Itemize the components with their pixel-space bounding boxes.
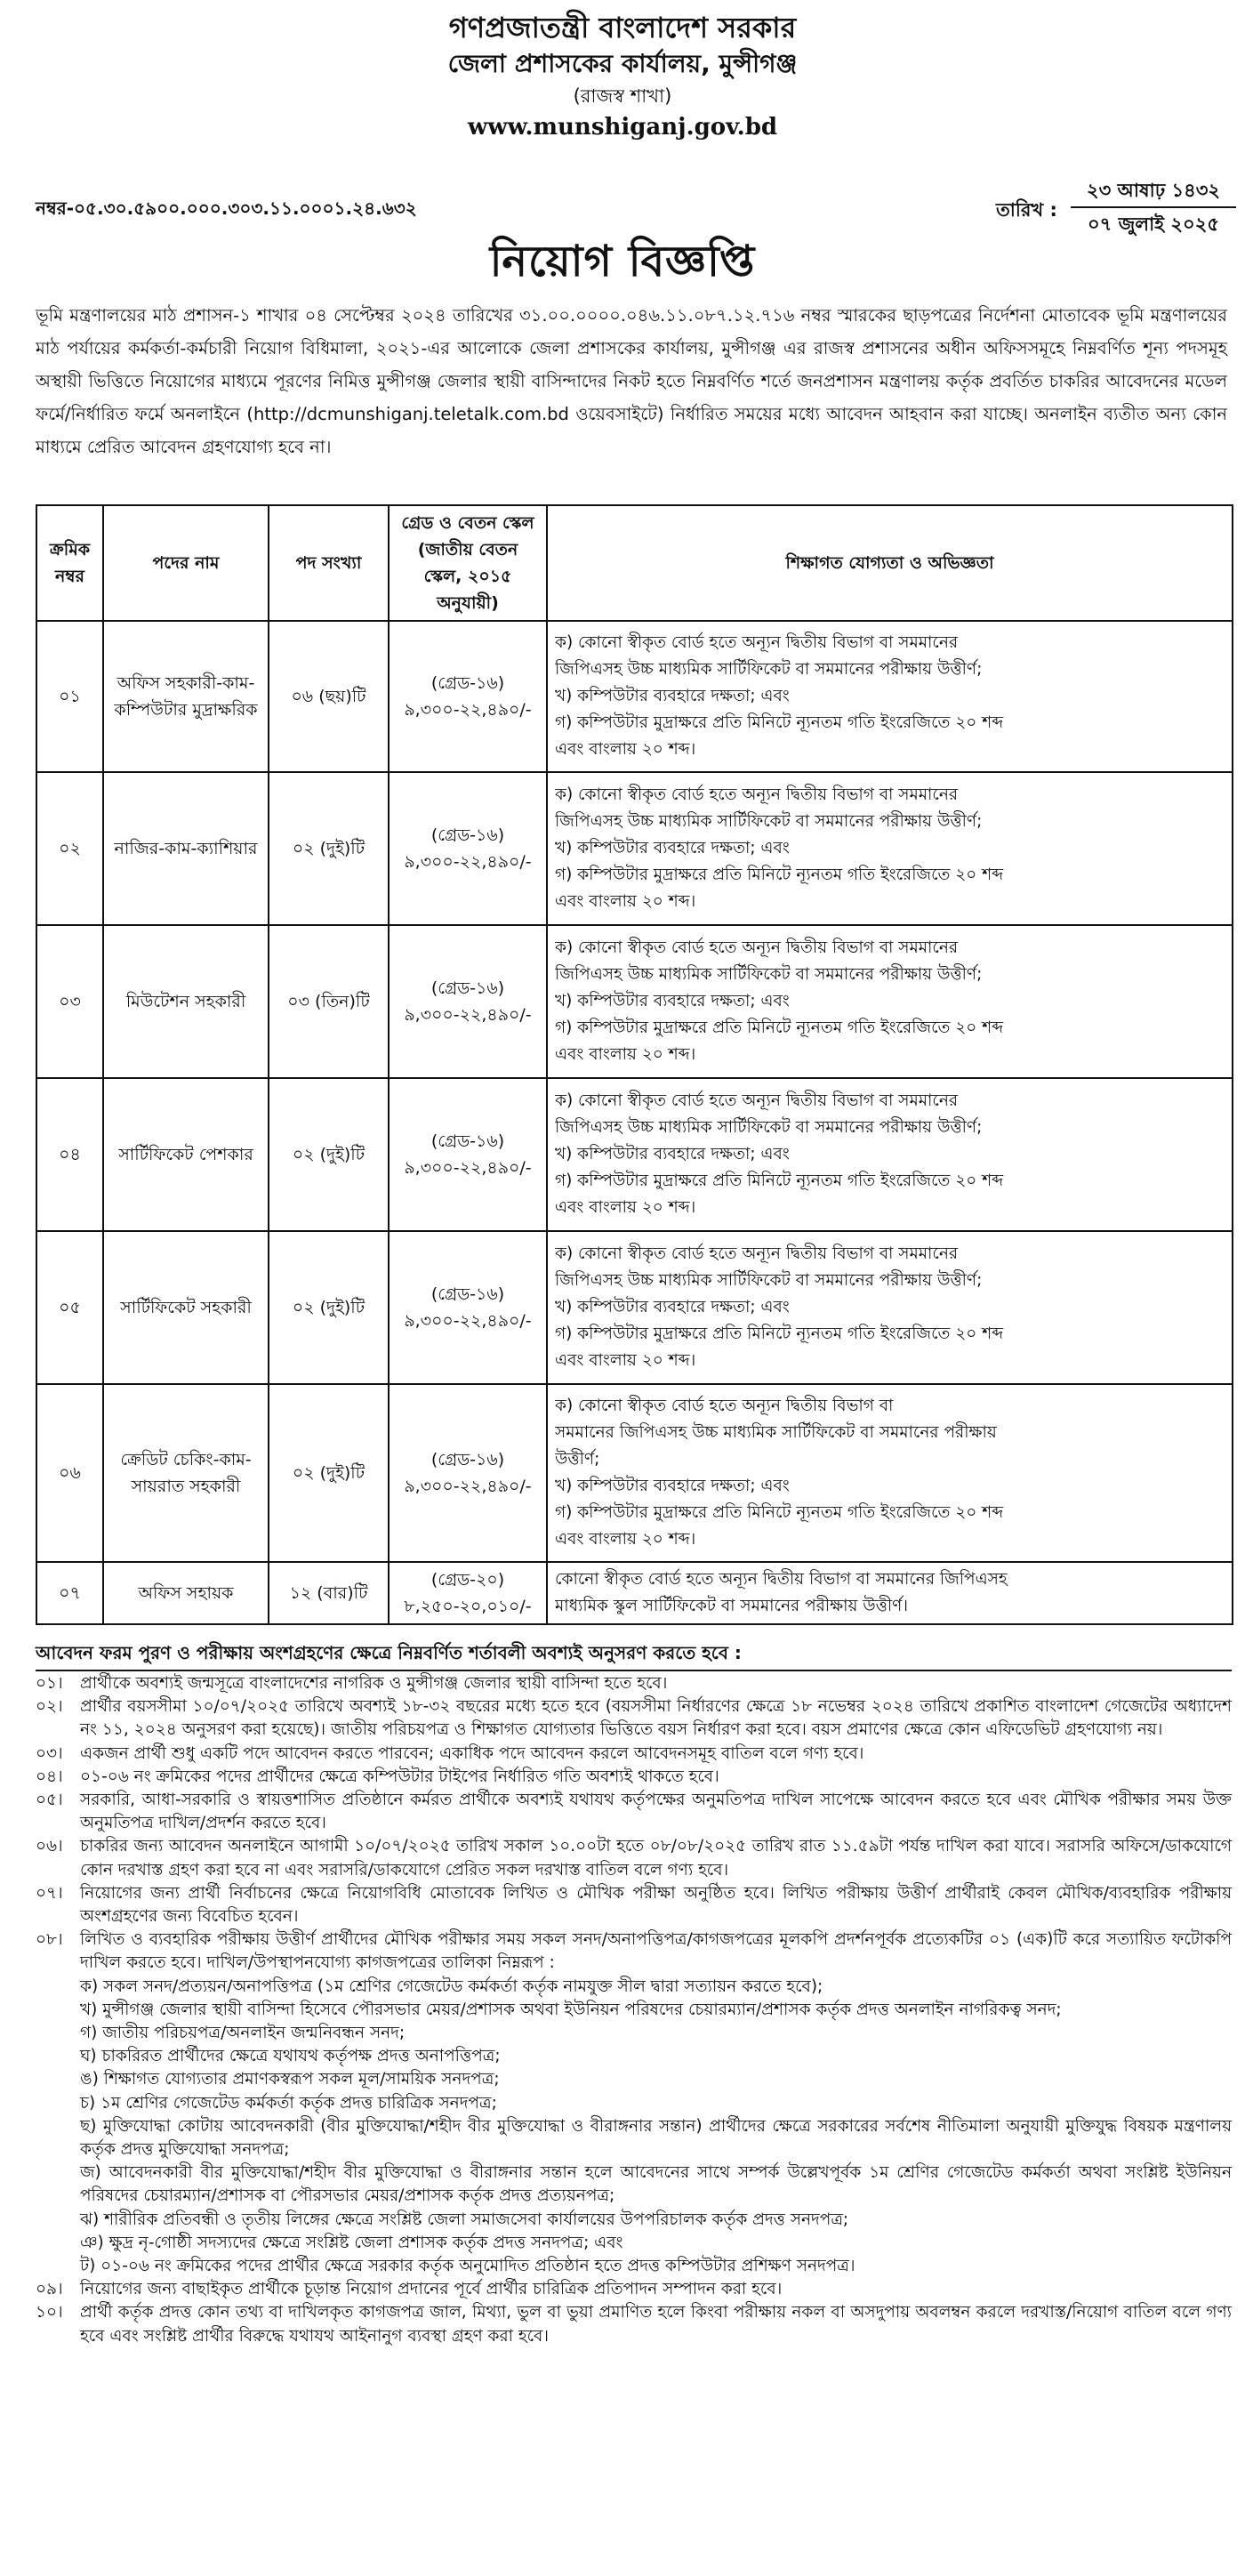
condition-line: খ) মুন্সীগঞ্জ জেলার স্থায়ী বাসিন্দা হিসেবে পৌরসভার মেয়র/প্রশাসক অথবা ইউনিয়ন পরিষদের চেয়ারম্যান/প্রশাসক কর্তৃক প্রদত্ত অনলাইন নাগরিকত্ব সনদ; — [80, 2000, 1062, 2019]
cell-post: অফিস সহকারী-কাম-কম্পিউটার মুদ্রাক্ষরিক — [103, 621, 269, 772]
cell-grade — [389, 1078, 547, 1231]
condition-line: ট) ০১-০৬ নং ক্রমিকের পদের প্রার্থীর ক্ষেত্রে সরকার কর্তৃক অনুমোদিত প্রতিষ্ঠান হতে প্রদত্ত কম্পিউটার প্রশিক্ষণ সনদপত্র। — [80, 2257, 855, 2276]
condition-number: ০৯। — [36, 2280, 63, 2299]
cell-grade — [389, 925, 547, 1078]
condition-line: চাকরির জন্য আবেদন অনলাইনে আগামী ১০/০৭/২০২৫ তারিখ সকাল ১০.০০টা হতে ০৮/০৮/২০২৫ তারিখ রাত ১১.৫৯টা পর্যন্ত দাখিল করা যাবে। সরাসরি অফিসে/ডাকযোগে কোন দরখাস্ত গ্রহণ করা হবে না এবং সরাসরি/ডাকযোগে প্রেরিত সকল দরখাস্ত বাতিল বলে গণ্য হবে। — [80, 1837, 1232, 1880]
header-serial: ক্রমিক নম্বর — [36, 505, 103, 621]
cell-post: নাজির-কাম-ক্যাশিয়ার — [103, 772, 269, 925]
condition-number: ০১। — [36, 1674, 63, 1693]
condition-line: ছ) মুক্তিযোদ্ধা কোটায় আবেদনকারী (বীর মুক্তিযোদ্ধা/শহীদ বীর মুক্তিযোদ্ধা ও বীরাঙ্গনার সন্তান) প্রার্থীদের ক্ষেত্রে সরকারের সর্বশেষ নীতিমালা অনুযায়ী মুক্তিযুদ্ধ বিষয়ক মন্ত্রণালয় কর্তৃক প্রদত্ত মুক্তিযোদ্ধা সনদপত্র; — [80, 2116, 1232, 2160]
qualification-line: এবং বাংলায় ২০ শব্দ। — [555, 1351, 696, 1370]
pay-scale: ৯,৩০০-২২,৪৯০/- — [404, 1158, 532, 1178]
date-label: তারিখ : — [996, 199, 1057, 221]
govt-name: গণপ্রজাতন্ত্রী বাংলাদেশ সরকার — [448, 11, 797, 44]
qualification-line: ক) কোনো স্বীকৃত বোর্ড হতে অন্যূন দ্বিতীয় বিভাগ বা — [555, 1397, 894, 1415]
table-row — [36, 1562, 1233, 1624]
cell-count: ০৩ (তিন)টি — [269, 925, 389, 1078]
conditions-list — [36, 1672, 1232, 2348]
cell-serial: ০১ — [36, 621, 103, 772]
qualification-line: মাধ্যমিক স্কুল সার্টিফিকেট বা সমমানের পরীক্ষায় উত্তীর্ণ। — [555, 1597, 908, 1615]
condition-text — [80, 1743, 1232, 1766]
qualification-line: এবং বাংলায় ২০ শব্দ। — [555, 1198, 696, 1217]
qualification-line: খ) কম্পিউটার ব্যবহারে দক্ষতা; এবং — [555, 1477, 790, 1495]
condition-line: ০১-০৬ নং ক্রমিকের পদের প্রার্থীদের ক্ষেত্রে কম্পিউটার টাইপের নির্ধারিত গতি অবশ্যই থাকতে হবে। — [80, 1767, 719, 1786]
cell-qualification — [547, 772, 1233, 925]
cell-grade — [389, 1562, 547, 1624]
qualification-line: ক) কোনো স্বীকৃত বোর্ড হতে অন্যূন দ্বিতীয় বিভাগ বা সমমানের — [555, 785, 959, 804]
grade-label: (গ্রেড-১৬) — [430, 1450, 505, 1469]
condition-number: ০২। — [36, 1697, 63, 1717]
condition-line: প্রার্থীকে অবশ্যই জন্মসূত্রে বাংলাদেশের নাগরিক ও মুন্সীগঞ্জ জেলার স্থায়ী বাসিন্দা হতে হবে। — [80, 1674, 668, 1693]
condition-item — [36, 2278, 1232, 2301]
condition-line: নিয়োগের জন্য বাছাইকৃত প্রার্থীকে চূড়ান্ত নিয়োগ প্রদানের পূর্বে প্রার্থীর চারিত্রিক প্রতিপাদন সম্পাদন করা হবে। — [80, 2280, 783, 2299]
cell-count: ০৬ (ছয়)টি — [269, 621, 389, 772]
condition-line: গ) জাতীয় পরিচয়পত্র/অনলাইন জন্মনিবন্ধন সনদ; — [80, 2024, 406, 2043]
website: www.munshiganj.gov.bd — [467, 114, 778, 141]
condition-line: লিখিত ও ব্যবহারিক পরীক্ষায় উত্তীর্ণ প্রার্থীদের মৌখিক পরীক্ষার সময় সকল সনদ/অনাপত্তিপত্র/কাগজপত্রের মূলকপি প্রদর্শনপূর্বক প্রত্যেকটির ০১ (এক)টি করে সত্যায়িত ফটোকপি দাখিল করতে হবে। দাখিল/উপস্থাপনযোগ্য কাগজপত্রের তালিকা নিম্নরূপ : — [80, 1930, 1232, 1973]
grade-label: (গ্রেড-১৬) — [430, 825, 505, 845]
branch-name: (রাজস্ব শাখা) — [573, 85, 672, 107]
table-row — [36, 1384, 1233, 1562]
grade-label: (গ্রেড-১৬) — [430, 673, 505, 693]
condition-text — [80, 2278, 1232, 2301]
qualification-line: খ) কম্পিউটার ব্যবহারে দক্ষতা; এবং — [555, 992, 790, 1010]
condition-text — [80, 1928, 1232, 2278]
conditions-heading: আবেদন ফরম পুরণ ও পরীক্ষায় অংশগ্রহণের ক্ষেত্রে নিম্নবর্ণিত শর্তাবলী অবশ্যই অনুসরণ করতে হবে : — [36, 1640, 1232, 1671]
condition-text — [80, 1672, 1232, 1695]
cell-grade — [389, 1231, 547, 1384]
cell-serial: ০৭ — [36, 1562, 103, 1624]
condition-line: সরকারি, আধা-সরকারি ও স্বায়ত্তশাসিত প্রতিষ্ঠানে কর্মরত প্রার্থীকে অবশ্যই যথাযথ কর্তৃপক্ষের অনুমতিপত্র দাখিল সাপেক্ষে আবেদন করতে হবে এবং মৌখিক পরীক্ষার সময় উক্ত অনুমতিপত্র দাখিল/প্রদর্শন করতে হবে। — [80, 1791, 1232, 1833]
cell-serial: ০২ — [36, 772, 103, 925]
qualification-line: গ) কম্পিউটার মুদ্রাক্ষরে প্রতি মিনিটে ন্যূনতম গতি ইংরেজিতে ২০ শব্দ — [555, 1018, 1004, 1037]
qualification-line: এবং বাংলায় ২০ শব্দ। — [555, 1045, 696, 1064]
cell-serial: ০৩ — [36, 925, 103, 1078]
cell-count: ০২ (দুই)টি — [269, 1384, 389, 1562]
qualification-line: জিপিএসহ উচ্চ মাধ্যমিক সার্টিফিকেট বা সমমানের পরীক্ষায় উত্তীর্ণ; — [555, 660, 983, 679]
qualification-line: ক) কোনো স্বীকৃত বোর্ড হতে অন্যূন দ্বিতীয় বিভাগ বা সমমানের — [555, 633, 959, 652]
cell-qualification — [547, 621, 1233, 772]
header-qualification: শিক্ষাগত যোগ্যতা ও অভিজ্ঞতা — [547, 505, 1233, 621]
table-row — [36, 925, 1233, 1078]
cell-post: সার্টিফিকেট পেশকার — [103, 1078, 269, 1231]
cell-serial: ০৬ — [36, 1384, 103, 1562]
date-bangla: ২৩ আষাঢ় ১৪৩২ — [1071, 174, 1236, 208]
condition-line: নিয়োগের জন্য প্রার্থী নির্বাচনের ক্ষেত্রে নিয়োগবিধি মোতাবেক লিখিত ও মৌখিক পরীক্ষা অনুষ্ঠিত হবে। লিখিত পরীক্ষায় উত্তীর্ণ প্রার্থীরাই কেবল মৌখিক/ব্যবহারিক পরীক্ষায় অংশগ্রহণের জন্য বিবেচিত হবেন। — [80, 1883, 1232, 1927]
condition-text — [80, 1835, 1232, 1881]
pay-scale: ৯,৩০০-২২,৪৯০/- — [404, 852, 532, 872]
cell-qualification — [547, 1384, 1233, 1562]
grade-label: (গ্রেড-২০) — [430, 1570, 505, 1590]
condition-line: ঞ) ক্ষুদ্র নৃ-গোষ্ঠী সদস্যদের ক্ষেত্রে সংশ্লিষ্ট জেলা প্রশাসক কর্তৃক প্রদত্ত সনদপত্র; এবং — [80, 2233, 623, 2252]
condition-line: প্রার্থী কর্তৃক প্রদত্ত কোন তথ্য বা দাখিলকৃত কাগজপত্র জাল, মিথ্যা, ভুল বা ভুয়া প্রমাণিত হলে কিংবা পরীক্ষায় নকল বা অসদুপায় অবলম্বন করলে দরখাস্ত/নিয়োগ বাতিল বলে গণ্য হবে এবং সংশ্লিষ্ট প্রার্থীর বিরুদ্ধে যথাযথ আইনানুগ ব্যবস্থা গ্রহণ করা হবে। — [80, 2303, 1232, 2346]
cell-post: ক্রেডিট চেকিং-কাম-সায়রাত সহকারী — [103, 1384, 269, 1562]
date-english: ০৭ জুলাই ২০২৫ — [1088, 213, 1219, 235]
qualification-line: উত্তীর্ণ; — [555, 1450, 600, 1469]
condition-number: ১০। — [36, 2303, 63, 2322]
qualification-line: জিপিএসহ উচ্চ মাধ্যমিক সার্টিফিকেট বা সমমানের পরীক্ষায় উত্তীর্ণ; — [555, 965, 983, 984]
cell-qualification — [547, 925, 1233, 1078]
condition-item — [36, 1672, 1232, 1695]
condition-text — [80, 2301, 1232, 2347]
cell-count: ০২ (দুই)টি — [269, 1231, 389, 1384]
cell-grade — [389, 772, 547, 925]
qualification-line: ক) কোনো স্বীকৃত বোর্ড হতে অন্যূন দ্বিতীয় বিভাগ বা সমমানের — [555, 938, 959, 957]
cell-count: ১২ (বার)টি — [269, 1562, 389, 1624]
condition-item — [36, 1835, 1232, 1881]
qualification-line: খ) কম্পিউটার ব্যবহারে দক্ষতা; এবং — [555, 1145, 790, 1163]
condition-line: জ) আবেদনকারী বীর মুক্তিযোদ্ধা/শহীদ বীর মুক্তিযোদ্ধা ও বীরাঙ্গনার সন্তান হলে আবেদনের সাথে সম্পর্ক উল্লেখপূর্বক ১ম শ্রেণির গেজেটেড কর্মকর্তা অথবা সংশ্লিষ্ট ইউনিয়ন পরিষদের চেয়ারম্যান/প্রশাসক বা পৌরসভার মেয়র/প্রশাসক কর্তৃক প্রদত্ত প্রত্যয়নপত্র; — [80, 2163, 1232, 2206]
condition-line: ঙ) শিক্ষাগত যোগ্যতার প্রমাণকস্বরূপ সকল মূল/সাময়িক সনদপত্র; — [80, 2070, 500, 2089]
qualification-line: ক) কোনো স্বীকৃত বোর্ড হতে অন্যূন দ্বিতীয় বিভাগ বা সমমানের — [555, 1244, 959, 1263]
qualification-line: ক) কোনো স্বীকৃত বোর্ড হতে অন্যূন দ্বিতীয় বিভাগ বা সমমানের — [555, 1091, 959, 1110]
grade-label: (গ্রেড-১৬) — [430, 1131, 505, 1151]
pay-scale: ৯,৩০০-২২,৪৯০/- — [404, 1477, 532, 1496]
qualification-line: গ) কম্পিউটার মুদ্রাক্ষরে প্রতি মিনিটে ন্যূনতম গতি ইংরেজিতে ২০ শব্দ — [555, 713, 1004, 732]
condition-item — [36, 1766, 1232, 1789]
cell-grade — [389, 1384, 547, 1562]
condition-number: ০৫। — [36, 1791, 63, 1810]
qualification-line: এবং বাংলায় ২০ শব্দ। — [555, 1530, 696, 1549]
condition-number: ০৪। — [36, 1767, 63, 1786]
condition-line: ঘ) চাকরিরত প্রার্থীদের ক্ষেত্রে যথাযথ কর্তৃপক্ষ প্রদত্ত অনাপত্তিপত্র; — [80, 2047, 501, 2066]
condition-text — [80, 1766, 1232, 1789]
qualification-line: গ) কম্পিউটার মুদ্রাক্ষরে প্রতি মিনিটে ন্যূনতম গতি ইংরেজিতে ২০ শব্দ — [555, 1324, 1004, 1343]
grade-label: (গ্রেড-১৬) — [430, 978, 505, 998]
condition-item — [36, 1928, 1232, 2278]
condition-line: প্রার্থীর বয়সসীমা ১০/০৭/২০২৫ তারিখে অবশ্যই ১৮-৩২ বছরের মধ্যে হতে হবে (বয়সসীমা নির্ধারণের ক্ষেত্রে ১৮ নভেম্বর ২০২৪ তারিখে প্রকাশিত বাংলাদেশ গেজেটের অধ্যাদেশ নং ১১, ২০২৪ অনুসরণ করা হয়েছে)। জাতীয় পরিচয়পত্র ও শিক্ষাগত যোগ্যতার ভিত্তিতে বয়স নির্ধারণ করা হবে। বয়স প্রমাণের ক্ষেত্রে কোন এফিডেভিট গ্রহণযোগ্য নয়। — [80, 1697, 1232, 1740]
condition-item — [36, 1695, 1232, 1742]
qualification-line: এবং বাংলায় ২০ শব্দ। — [555, 740, 696, 759]
table-row — [36, 772, 1233, 925]
office-name: জেলা প্রশাসকের কার্যালয়, মুন্সীগঞ্জ — [447, 49, 798, 78]
cell-count: ০২ (দুই)টি — [269, 772, 389, 925]
condition-line: ঝ) শারীরিক প্রতিবন্ধী ও তৃতীয় লিঙ্গের ক্ষেত্রে সংশ্লিষ্ট জেলা সমাজসেবা কার্যালয়ের উপপরিচালক কর্তৃক প্রদত্ত সনদপত্র; — [80, 2210, 849, 2229]
qualification-line: গ) কম্পিউটার মুদ্রাক্ষরে প্রতি মিনিটে ন্যূনতম গতি ইংরেজিতে ২০ শব্দ — [555, 865, 1004, 884]
qualification-line: সমমানের জিপিএসহ উচ্চ মাধ্যমিক সার্টিফিকেট বা সমমানের পরীক্ষায় — [555, 1423, 997, 1442]
condition-line: ক) সকল সনদ/প্রত্যয়ন/অনাপত্তিপত্র (১ম শ্রেণির গেজেটেড কর্মকর্তা কর্তৃক নামযুক্ত সীল দ্বারা সত্যায়ন করতে হবে); — [80, 1976, 823, 1996]
qualification-line: খ) কম্পিউটার ব্যবহারে দক্ষতা; এবং — [555, 839, 790, 857]
pay-scale: ৯,৩০০-২২,৪৯০/- — [404, 700, 532, 720]
condition-text — [80, 1882, 1232, 1928]
condition-text — [80, 1695, 1232, 1742]
condition-item — [36, 1789, 1232, 1835]
condition-number: ০৭। — [36, 1883, 63, 1903]
table-row — [36, 621, 1233, 772]
cell-grade — [389, 621, 547, 772]
qualification-line: গ) কম্পিউটার মুদ্রাক্ষরে প্রতি মিনিটে ন্যূনতম গতি ইংরেজিতে ২০ শব্দ — [555, 1503, 1004, 1522]
cell-count: ০২ (দুই)টি — [269, 1078, 389, 1231]
cell-serial: ০৪ — [36, 1078, 103, 1231]
pay-scale: ৯,৩০০-২২,৪৯০/- — [404, 1311, 532, 1331]
cell-post: অফিস সহায়ক — [103, 1562, 269, 1624]
condition-number: ০৩। — [36, 1743, 63, 1763]
qualification-line: জিপিএসহ উচ্চ মাধ্যমিক সার্টিফিকেট বা সমমানের পরীক্ষায় উত্তীর্ণ; — [555, 1118, 983, 1137]
grade-label: (গ্রেড-১৬) — [430, 1284, 505, 1304]
qualification-line: গ) কম্পিউটার মুদ্রাক্ষরে প্রতি মিনিটে ন্যূনতম গতি ইংরেজিতে ২০ শব্দ — [555, 1171, 1004, 1190]
qualification-line: জিপিএসহ উচ্চ মাধ্যমিক সার্টিফিকেট বা সমমানের পরীক্ষায় উত্তীর্ণ; — [555, 1271, 983, 1290]
cell-qualification — [547, 1231, 1233, 1384]
vacancy-table — [36, 504, 1233, 1625]
pay-scale: ৮,২৫০-২০,০১০/- — [404, 1597, 532, 1616]
page-title: নিয়োগ বিজ্ঞপ্তি — [489, 237, 756, 286]
table-row — [36, 1231, 1233, 1384]
condition-line: চ) ১ম শ্রেণির গেজেটেড কর্মকর্তা কর্তৃক প্রদত্ত চারিত্রিক সনদপত্র; — [80, 2093, 497, 2113]
table-row — [36, 1078, 1233, 1231]
cell-qualification — [547, 1562, 1233, 1624]
condition-item — [36, 2301, 1232, 2347]
header-count: পদ সংখ্যা — [269, 505, 389, 621]
condition-item — [36, 1882, 1232, 1928]
cell-post: সার্টিফিকেট সহকারী — [103, 1231, 269, 1384]
cell-serial: ০৫ — [36, 1231, 103, 1384]
pay-scale: ৯,৩০০-২২,৪৯০/- — [404, 1005, 532, 1025]
qualification-line: খ) কম্পিউটার ব্যবহারে দক্ষতা; এবং — [555, 687, 790, 705]
cell-qualification — [547, 1078, 1233, 1231]
condition-number: ০৮। — [36, 1930, 63, 1950]
condition-item — [36, 1743, 1232, 1766]
intro-paragraph: ভূমি মন্ত্রণালয়ের মাঠ প্রশাসন-১ শাখার ০৪ সেপ্টেম্বর ২০২৪ তারিখের ৩১.০০.০০০০.০৪৬.১১.০৮৭.১২.৭১৬ নম্বর স্মারকের ছাড়পত্রের নির্দেশনা মোতাবেক ভূমি মন্ত্রণালয়ের মাঠ পর্যায়ের কর্মকর্তা-কর্মচারী নিয়োগ বিধিমালা, ২০২১-এর আলোকে জেলা প্রশাসকের কার্যালয়, মুন্সীগঞ্জ এর রাজস্ব প্রশাসনের অধীন অফিসসমূহে নিম্নবর্ণিত শূন্য পদসমূহ অস্থায়ী ভিত্তিতে নিয়োগের মাধ্যমে পূরণের নিমিত্ত মুন্সীগঞ্জ জেলার স্থায়ী বাসিন্দাদের নিকট হতে নিম্নবর্ণিত শর্তে জনপ্রশাসন মন্ত্রণালয় কর্তৃক প্রবর্তিত চাকরির আবেদনের মডেল ফর্মে/নির্ধারিত ফর্মে অনলাইনে (http://dcmunshiganj.teletalk.com.bd ওয়েবসাইটে) নির্ধারিত সময়ের মধ্যে আবেদন আহবান করা যাচ্ছে। অনলাইন ব্যতীত অন্য কোন মাধ্যমে প্রেরিত আবেদন গ্রহণযোগ্য হবে না। — [36, 305, 1227, 457]
condition-number: ০৬। — [36, 1837, 63, 1856]
qualification-line: জিপিএসহ উচ্চ মাধ্যমিক সার্টিফিকেট বা সমমানের পরীক্ষায় উত্তীর্ণ; — [555, 812, 983, 831]
qualification-line: কোনো স্বীকৃত বোর্ড হতে অন্যূন দ্বিতীয় বিভাগ বা সমমানের জিপিএসহ — [555, 1570, 1008, 1589]
header-grade: গ্রেড ও বেতন স্কেল (জাতীয় বেতন স্কেল, ২০১৫ অনুযায়ী) — [389, 505, 547, 621]
memo-number: নম্বর-০৫.৩০.৫৯০০.০০০.৩০৩.১১.০০০১.২৪.৬৩২ — [36, 197, 417, 219]
cell-post: মিউটেশন সহকারী — [103, 925, 269, 1078]
condition-line: একজন প্রার্থী শুধু একটি পদে আবেদন করতে পারবেন; একাধিক পদে আবেদন করলে আবেদনসমূহ বাতিল বলে গণ্য হবে। — [80, 1743, 864, 1763]
vacancy-rows — [36, 621, 1233, 1624]
header-post: পদের নাম — [103, 505, 269, 621]
qualification-line: খ) কম্পিউটার ব্যবহারে দক্ষতা; এবং — [555, 1298, 790, 1316]
qualification-line: এবং বাংলায় ২০ শব্দ। — [555, 892, 696, 911]
condition-text — [80, 1789, 1232, 1835]
